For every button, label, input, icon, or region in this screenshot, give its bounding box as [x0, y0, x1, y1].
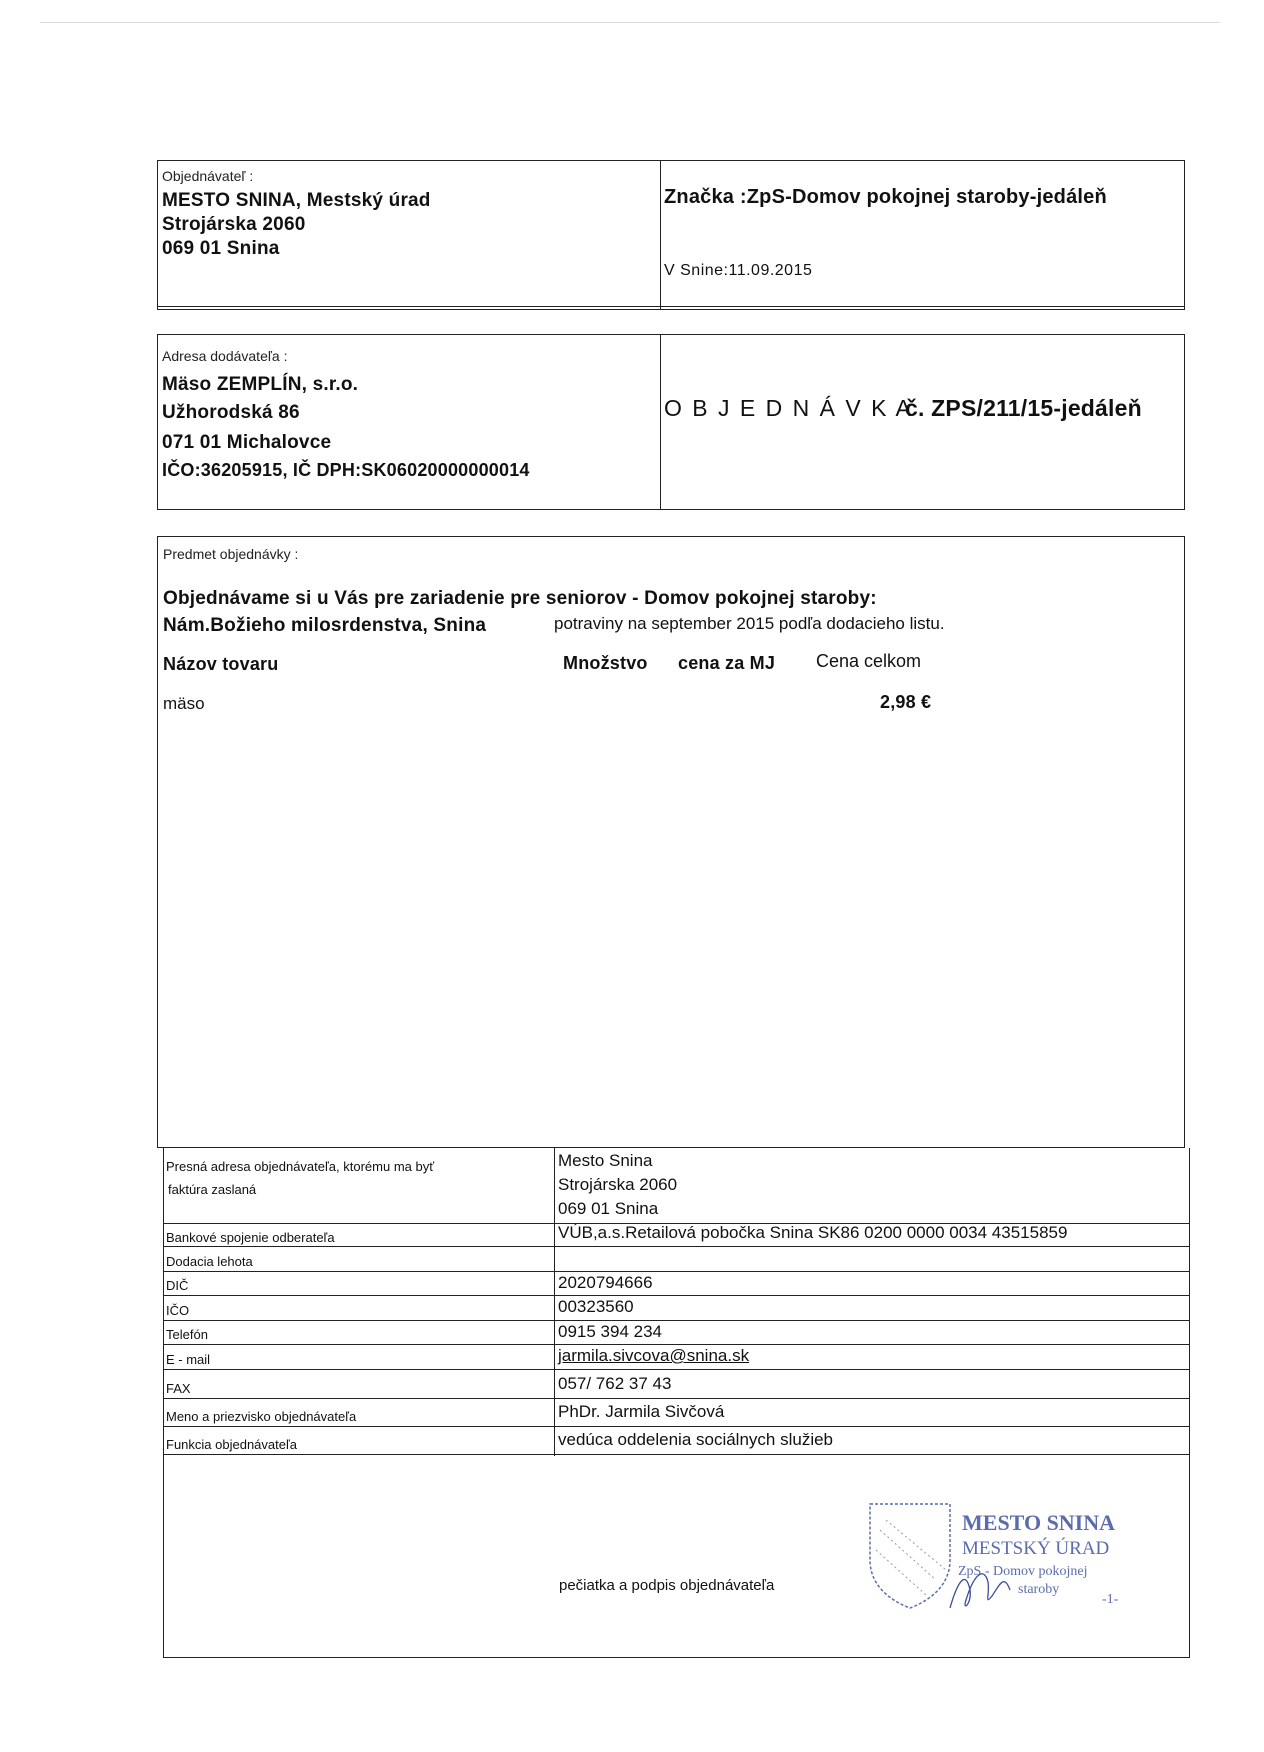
details-rule [163, 1320, 1189, 1321]
details-bottom-rule [163, 1657, 1189, 1658]
ico-value: 00323560 [558, 1297, 634, 1316]
order-date: V Snine:11.09.2015 [664, 262, 813, 279]
details-rule [163, 1295, 1189, 1296]
invoice-address-label: Presná adresa objednávateľa, ktorému ma byť [166, 1159, 435, 1174]
subject-label: Predmet objednávky : [163, 546, 299, 562]
order-number: č. ZPS/211/15-jedáleň [905, 395, 1142, 421]
official-stamp [866, 1498, 1146, 1618]
orderer-name: MESTO SNINA, Mestský úrad [162, 190, 431, 211]
details-rule [163, 1344, 1189, 1345]
stamp-line4: staroby [1018, 1582, 1060, 1597]
subject-line2-note: potraviny na september 2015 podľa dodacieho listu. [554, 614, 945, 633]
orderer-person-label: Meno a priezvisko objednávateľa [166, 1409, 357, 1424]
ico-label: IČO [166, 1303, 190, 1318]
orderer-label: Objednávateľ : [162, 168, 254, 184]
details-rule [163, 1454, 1189, 1455]
invoice-address-line1: Mesto Snina [558, 1151, 653, 1170]
col-item-name: Názov tovaru [163, 654, 279, 674]
orderer-person-value: PhDr. Jarmila Sivčová [558, 1402, 725, 1421]
phone-label: Telefón [166, 1327, 208, 1342]
header-divider [660, 160, 661, 310]
invoice-address-label-line2: faktúra zaslaná [168, 1182, 257, 1197]
orderer-function-value: vedúca oddelenia sociálnych služieb [558, 1430, 834, 1449]
fax-label: FAX [166, 1381, 191, 1396]
details-col-divider [554, 1148, 555, 1456]
details-left-border [163, 1148, 164, 1658]
email-label: E - mail [166, 1352, 211, 1367]
order-mark: Značka :ZpS-Domov pokojnej staroby-jedáleň [664, 186, 1107, 208]
stamp-line1: MESTO SNINA [962, 1510, 1116, 1535]
details-rule [163, 1271, 1189, 1272]
orderer-city: 069 01 Snina [162, 238, 280, 259]
orderer-function-label: Funkcia objednávateľa [166, 1437, 297, 1452]
item-row-name: mäso [163, 694, 205, 713]
subject-line1: Objednávame si u Vás pre zariadenie pre seniorov - Domov pokojnej staroby: [163, 588, 877, 609]
coat-of-arms-icon [866, 1500, 956, 1610]
phone-value: 0915 394 234 [558, 1322, 662, 1341]
orderer-street: Strojárska 2060 [162, 214, 306, 235]
order-title-word: O B J E D N Á V K A [664, 395, 913, 421]
supplier-city: 071 01 Michalovce [162, 432, 332, 453]
dic-label: DIČ [166, 1278, 189, 1293]
subject-line2: Nám.Božieho milosrdenstva, Snina [163, 615, 487, 636]
fax-value: 057/ 762 37 43 [558, 1374, 672, 1393]
details-rule [163, 1246, 1189, 1247]
details-rule [163, 1398, 1189, 1399]
signature-caption: pečiatka a podpis objednávateľa [559, 1577, 775, 1594]
details-rule [163, 1369, 1189, 1370]
col-unit-price: cena za MJ [678, 653, 776, 673]
scan-artifact-line [40, 22, 1220, 23]
col-quantity: Množstvo [563, 653, 648, 673]
orderer-section [157, 160, 1185, 310]
details-right-border [1189, 1148, 1190, 1658]
supplier-street: Užhorodská 86 [162, 402, 300, 423]
bank-value: VÚB,a.s.Retailová pobočka Snina SK86 0200 0000 0034 43515859 [558, 1223, 1068, 1242]
col-total: Cena celkom [816, 651, 922, 671]
invoice-address-line2: Strojárska 2060 [558, 1175, 678, 1194]
bank-label: Bankové spojenie odberateľa [166, 1230, 335, 1245]
supplier-name: Mäso ZEMPLÍN, s.r.o. [162, 374, 359, 395]
supplier-ids: IČO:36205915, IČ DPH:SK06020000000014 [162, 460, 530, 480]
handwritten-signature [944, 1560, 1034, 1620]
stamp-line3: ZpS - Domov pokojnej [958, 1564, 1088, 1579]
supplier-divider [660, 334, 661, 510]
item-row-total: 2,98 € [880, 692, 932, 712]
stamp-line2: MESTSKÝ ÚRAD [962, 1538, 1110, 1559]
supplier-section [157, 334, 1185, 510]
stamp-number: -1- [1102, 1592, 1119, 1607]
dic-value: 2020794666 [558, 1273, 653, 1292]
orderer-bottom-rule [157, 306, 1185, 307]
details-rule [163, 1426, 1189, 1427]
delivery-deadline-label: Dodacia lehota [166, 1254, 253, 1269]
invoice-address-line3: 069 01 Snina [558, 1199, 659, 1218]
email-link[interactable]: jarmila.sivcova@snina.sk [558, 1346, 750, 1365]
supplier-label: Adresa dodávateľa : [162, 348, 288, 364]
